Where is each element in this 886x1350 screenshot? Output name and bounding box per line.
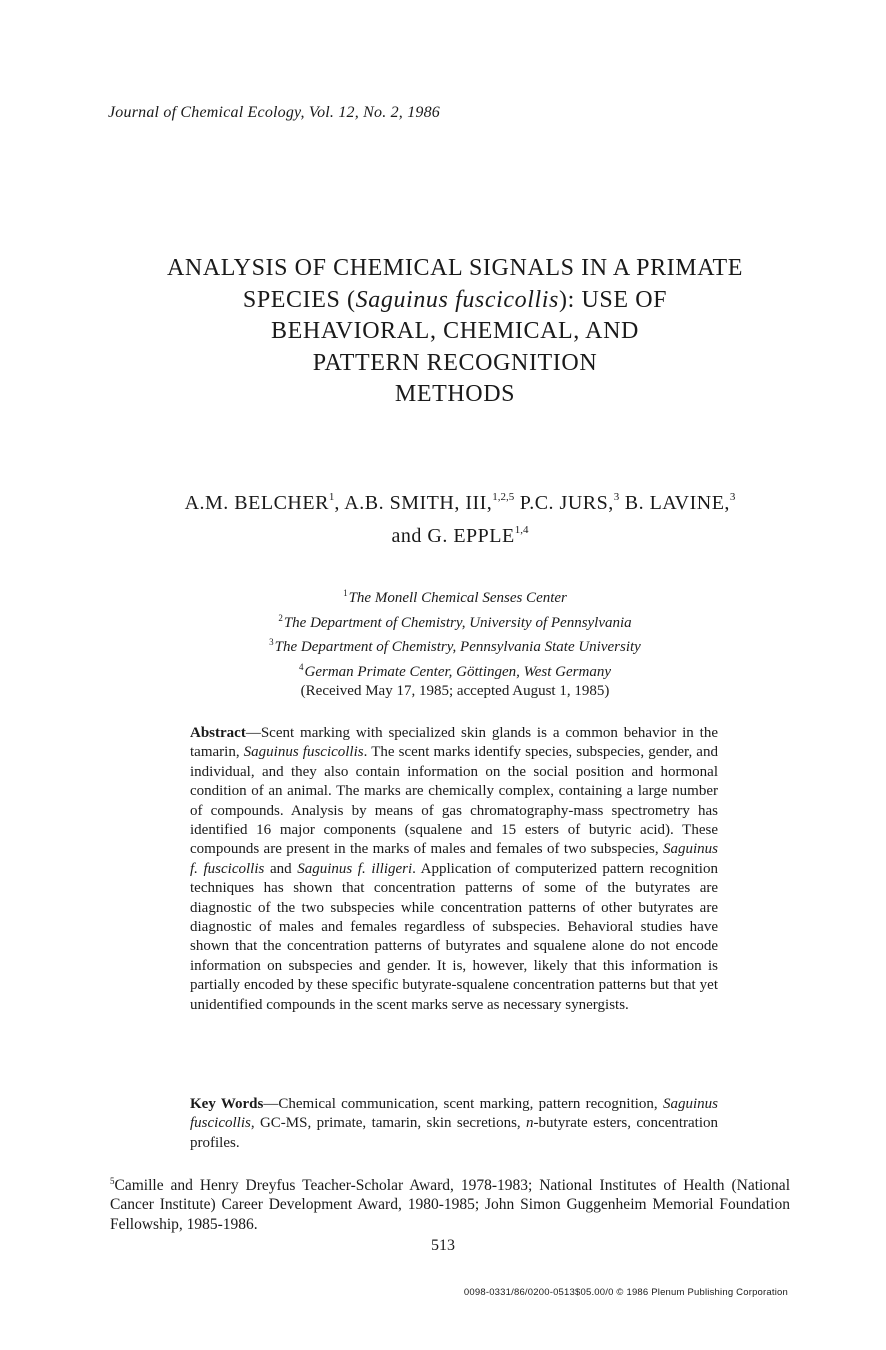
title-line-3: BEHAVIORAL, CHEMICAL, AND	[271, 318, 639, 344]
key-words-label: Key Words	[190, 1096, 264, 1112]
copyright-line: 0098-0331/86/0200-0513$05.00/0 © 1986 Plenum Publishing Corporation	[463, 1287, 788, 1298]
affiliation-4: $^4$German Primate Center, Göttingen, West Germany	[299, 661, 611, 680]
affiliation-1: $^1$The Monell Chemical Senses Center	[343, 588, 567, 606]
author-line-2: and G. EPPLE$^{1,4}$	[391, 524, 529, 547]
title-species-name: Saguinus fuscicollis	[355, 286, 559, 313]
page-number: 513	[431, 1237, 455, 1254]
received-dates: (Received May 17, 1985; accepted August 1, 1985)	[300, 683, 610, 699]
affiliation-2: $^2$The Department of Chemistry, University of Pennsylvania	[278, 612, 632, 631]
footnote: $^5$Camille and Henry Dreyfus Teacher-Scholar Award, 1978-1983; National Institutes of Health (National Cancer Institute) Career Development Award, 1980-1985; John Simon Guggenheim Memorial Foundation Fellowship, 1985-1986.	[110, 1176, 790, 1233]
abstract: Abstract—Scent marking with specialized skin glands is a common behavior in the tamarin, Saguinus fuscicollis. The scent marks identify species, subspecies, gender, and individual, and they also contain information on the social position and hormonal condition of an animal. The marks are chemically complex, containing a large number of compounds. Analysis by means of gas chromatography-mass spectrometry has identified 16 major components (squalene and 15 esters of butyric acid). These compounds are present in the marks of males and females of two subspecies, Saguinus f. fuscicollis and Saguinus f. illigeri. Application of computerized pattern recognition techniques has shown that concentration patterns of some of the butyrates are diagnostic of the two subspecies while concentration patterns of other butyrates are diagnostic of males and females regardless of subspecies. Behavioral studies have shown that the concentration patterns of butyrates and squalene alone do not encode information on subspecies and gender. It is, however, likely that this information is partially encoded by these specific butyrate-squalene concentration patterns but that yet unidentified compounds in the scent marks serve as necessary synergists.	[190, 725, 718, 1013]
affiliations	[150, 584, 760, 682]
author-line-1: A.M. BELCHER$^1$, A.B. SMITH, III,$^{1,2,5}$ P.C. JURS,$^3$ B. LAVINE,$^3$	[184, 491, 736, 514]
author-list	[100, 484, 820, 550]
paper-title	[110, 253, 800, 411]
title-line-4: PATTERN RECOGNITION	[312, 349, 598, 376]
abstract-label: Abstract	[190, 725, 246, 741]
affiliation-3: $^3$The Department of Chemistry, Pennsylvania State University	[269, 637, 641, 656]
title-line-1: ANALYSIS OF CHEMICAL SIGNALS IN A PRIMATE	[166, 255, 744, 281]
key-words: Key Words—Chemical communication, scent marking, pattern recognition, Saguinus fuscicollis, GC-MS, primate, tamarin, skin secretions, n-butyrate esters, concentration profiles.	[190, 1096, 718, 1151]
title-line-2: SPECIES (Saguinus fuscicollis): USE OF	[242, 286, 668, 313]
journal-citation: Journal of Chemical Ecology, Vol. 12, No. 2, 1986	[108, 104, 440, 121]
title-line-5: METHODS	[394, 381, 516, 407]
